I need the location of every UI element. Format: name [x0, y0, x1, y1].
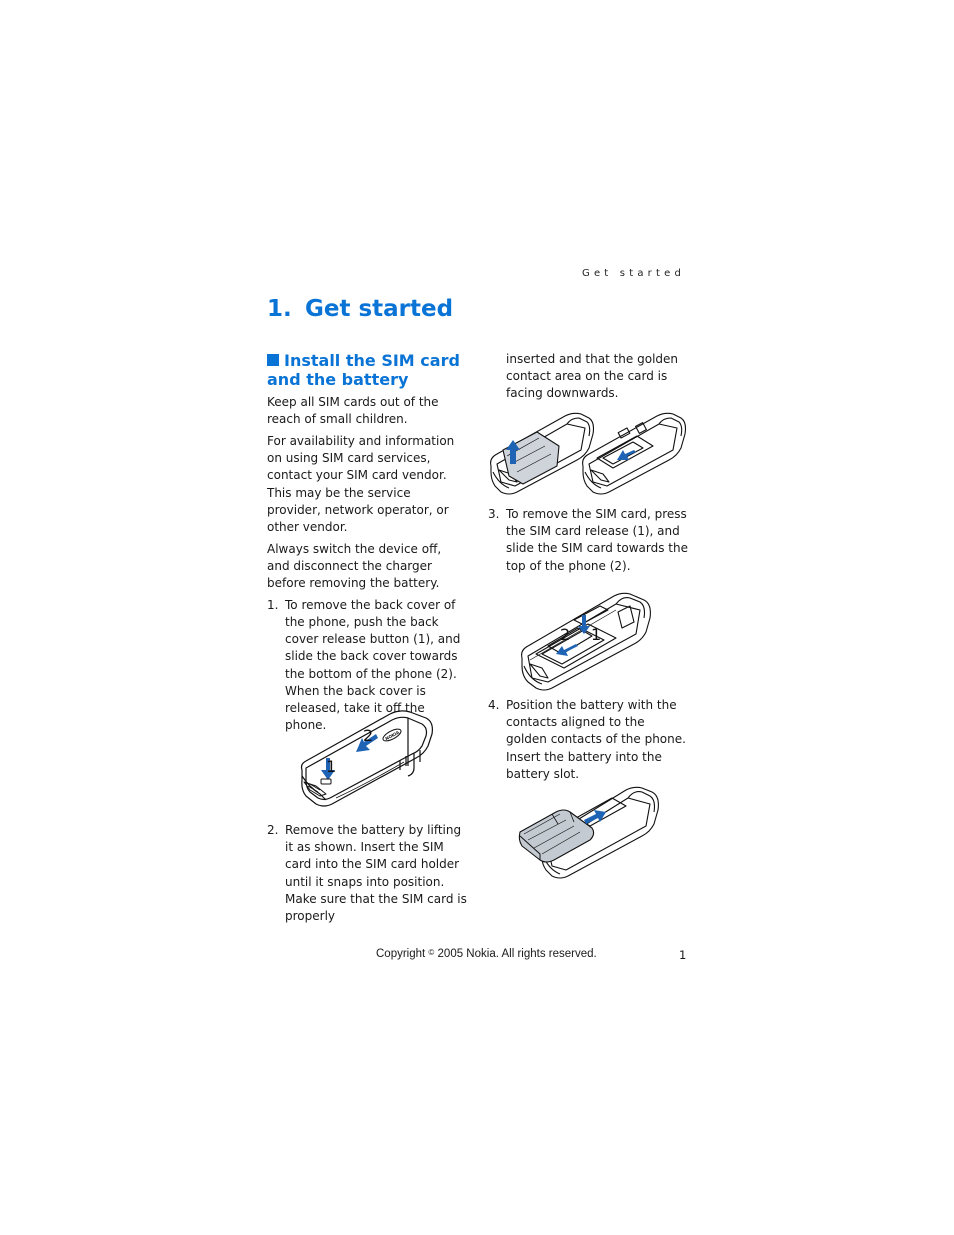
paragraph: For availability and information on using SIM card services, contact your SIM card vendor. This may be the service provider, network operator, or other vendor. [267, 433, 455, 534]
chapter-title [267, 296, 453, 322]
back-cover-removal-illustration [296, 706, 438, 814]
step-text: Remove the battery by lifting it as shown. Insert the SIM card into the SIM card holder until it snaps into position. Make sure that the SIM card is properly [285, 823, 467, 924]
step-number: 4. [488, 698, 500, 712]
battery-sim-insert-illustration [487, 406, 687, 498]
sim-removal-illustration [518, 582, 658, 692]
step-number: 3. [488, 507, 500, 521]
figure-label-1: 1 [591, 625, 602, 644]
step-3 [488, 506, 688, 575]
section-marker-icon [267, 354, 279, 366]
brand-logo: NOKIA [384, 729, 401, 742]
step-text: Position the battery with the contacts aligned to the golden contacts of the phone. Insert the battery into the battery slot. [506, 698, 686, 781]
footer-copyright [376, 948, 597, 960]
step-4 [488, 697, 688, 783]
step-text: To remove the SIM card, press the SIM card release (1), and slide the SIM card towards the top of the phone (2). [506, 507, 688, 573]
copyright-text: 2005 Nokia. All rights reserved. [437, 948, 597, 960]
battery-insert-illustration [516, 774, 661, 884]
step-text: To remove the back cover of the phone, push the back cover release button (1), and slide the back cover towards the bottom of the phone (2). When the back cover is released, take it off the phone. [285, 597, 461, 733]
step-3-body [488, 506, 688, 575]
right-column-top [488, 351, 688, 403]
step-number: 1. [267, 597, 279, 612]
step-2 [267, 822, 467, 925]
figure-label-2: 2 [363, 726, 374, 745]
copyright-symbol: © [428, 948, 435, 957]
left-column [267, 394, 467, 742]
page-number: 1 [679, 948, 687, 962]
running-head: Get started [582, 268, 685, 279]
section-title: Install the SIM card and the battery [267, 351, 460, 389]
figure-label-2: 2 [560, 625, 571, 644]
step-2-body [267, 822, 467, 925]
chapter-title-text: Get started [305, 296, 454, 322]
figure-label-1: 1 [326, 757, 337, 776]
chapter-number: 1. [267, 296, 292, 322]
paragraph: Keep all SIM cards out of the reach of small children. [267, 395, 439, 427]
paragraph: Always switch the device off, and disconnect the charger before removing the battery. [267, 541, 442, 591]
step-4-body [488, 697, 688, 783]
step-2-continuation: inserted and that the golden contact area on the card is facing downwards. [506, 352, 679, 401]
section-heading [267, 351, 477, 389]
step-number: 2. [267, 823, 279, 837]
copyright-label: Copyright [376, 948, 426, 960]
